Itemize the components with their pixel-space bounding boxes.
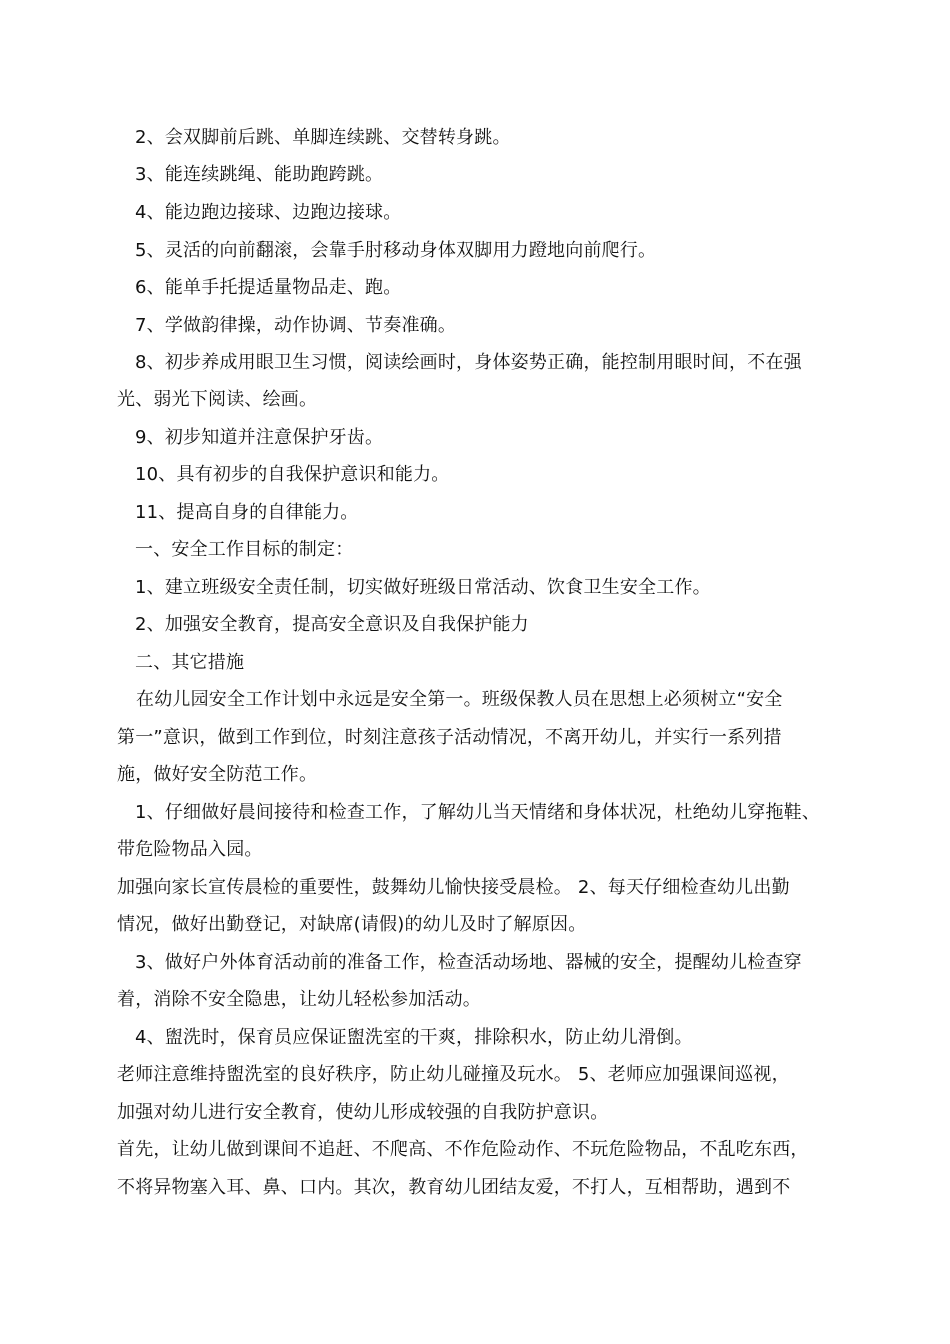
text-line: 4、能边跑边接球、边跑边接球。 xyxy=(135,202,402,223)
text-line: 在幼儿园安全工作计划中永远是安全第一。班级保教人员在思想上必须树立“安全 xyxy=(136,689,783,710)
text-line: 5、灵活的向前翻滚，会靠手肘移动身体双脚用力蹬地向前爬行。 xyxy=(135,240,657,261)
text-line: 带危险物品入园。 xyxy=(117,839,263,860)
text-line: 2、会双脚前后跳、单脚连续跳、交替转身跳。 xyxy=(135,127,511,148)
text-line: 情况，做好出勤登记，对缺席(请假)的幼儿及时了解原因。 xyxy=(117,914,587,935)
text-line: 10、具有初步的自我保护意识和能力。 xyxy=(135,464,450,485)
text-line: 6、能单手托提适量物品走、跑。 xyxy=(135,277,402,298)
text-line: 3、能连续跳绳、能助跑跨跳。 xyxy=(135,164,384,185)
text-line: 不将异物塞入耳、鼻、口内。其次，教育幼儿团结友爱，不打人，互相帮助，遇到不 xyxy=(117,1177,791,1198)
text-line: 2、加强安全教育，提高安全意识及自我保护能力 xyxy=(135,614,529,635)
text-line: 1、建立班级安全责任制，切实做好班级日常活动、饮食卫生安全工作。 xyxy=(135,577,711,598)
text-line: 8、初步养成用眼卫生习惯，阅读绘画时，身体姿势正确，能控制用眼时间，不在强 xyxy=(135,352,802,373)
text-line: 施，做好安全防范工作。 xyxy=(117,764,318,785)
text-line: 第一”意识，做到工作到位，时刻注意孩子活动情况，不离开幼儿，并实行一系列措 xyxy=(117,727,782,748)
text-line: 加强向家长宣传晨检的重要性，鼓舞幼儿愉快接受晨检。 2、每天仔细检查幼儿出勤 xyxy=(117,877,790,898)
text-line: 着，消除不安全隐患，让幼儿轻松参加活动。 xyxy=(117,989,481,1010)
text-line: 4、盥洗时，保育员应保证盥洗室的干爽，排除积水，防止幼儿滑倒。 xyxy=(135,1027,693,1048)
text-line: 加强对幼儿进行安全教育，使幼儿形成较强的自我防护意识。 xyxy=(117,1102,609,1123)
text-line: 光、弱光下阅读、绘画。 xyxy=(117,389,318,410)
text-line: 3、做好户外体育活动前的准备工作，检查活动场地、器械的安全，提醒幼儿检查穿 xyxy=(135,952,802,973)
section-heading: 二、其它措施 xyxy=(135,652,245,673)
text-line: 首先，让幼儿做到课间不追赶、不爬高、不作危险动作、不玩危险物品，不乱吃东西， xyxy=(117,1139,809,1160)
text-line: 7、学做韵律操，动作协调、节奏准确。 xyxy=(135,315,457,336)
section-heading: 一、安全工作目标的制定： xyxy=(135,539,354,560)
text-line: 11、提高自身的自律能力。 xyxy=(135,502,359,523)
text-line: 9、初步知道并注意保护牙齿。 xyxy=(135,427,384,448)
text-line: 老师注意维持盥洗室的良好秩序，防止幼儿碰撞及玩水。 5、老师应加强课间巡视， xyxy=(117,1064,790,1085)
text-line: 1、仔细做好晨间接待和检查工作，了解幼儿当天情绪和身体状况，杜绝幼儿穿拖鞋、 xyxy=(135,802,821,823)
